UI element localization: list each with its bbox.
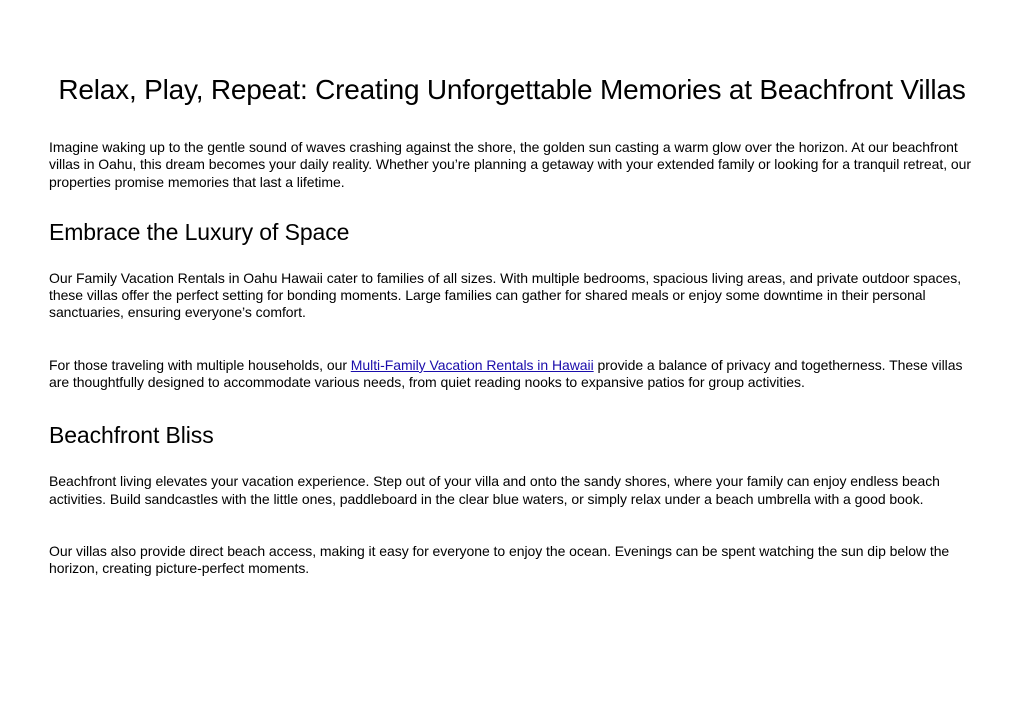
page-title: Relax, Play, Repeat: Creating Unforgettable Memories at Beachfront Villas [58,74,966,105]
beachfront-paragraph-1: Beachfront living elevates your vacation experience. Step out of your villa and onto the sandy shores, where your family can enjoy endless beach activities. Build sandcastles with the little ones, paddleboard in the clear blue waters, or simply relax under a beach umbrella with a good book. [49,473,940,507]
multi-family-rentals-link[interactable]: Multi-Family Vacation Rentals in Hawaii [350,356,594,373]
intro-paragraph: Imagine waking up to the gentle sound of waves crashing against the shore, the golden sun casting a warm glow over the horizon. At our beachfront villas in Oahu, this dream becomes your daily reality. Whether you’re planning a getaway with your extended family or looking for a tranquil retreat, our properties promise memories that last a lifetime. [49,139,971,190]
space-paragraph-2-lead: For those traveling with multiple households, our [49,356,351,373]
section-heading-beachfront: Beachfront Bliss [49,422,214,449]
beachfront-paragraph-2: Our villas also provide direct beach access, making it easy for everyone to enjoy the ocean. Evenings can be spent watching the sun dip below the horizon, creating picture-perfect moments. [49,542,950,577]
space-paragraph-1: Our Family Vacation Rentals in Oahu Hawaii cater to families of all sizes. With multiple bedrooms, spacious living areas, and private outdoor spaces, these villas offer the perfect setting for bonding moments. Large families can gather for shared meals or enjoy some downtime in their personal sanctuaries, ensuring everyone’s comfort. [49,269,962,321]
article [49,0,975,578]
section-heading-space: Embrace the Luxury of Space [49,218,350,245]
space-paragraph-2-tail: provide a balance of privacy and togetherness. These villas are thoughtfully designed to accommodate various needs, from quiet reading nooks to expansive patios for group activities. [49,356,963,391]
space-paragraph-2 [49,357,975,392]
